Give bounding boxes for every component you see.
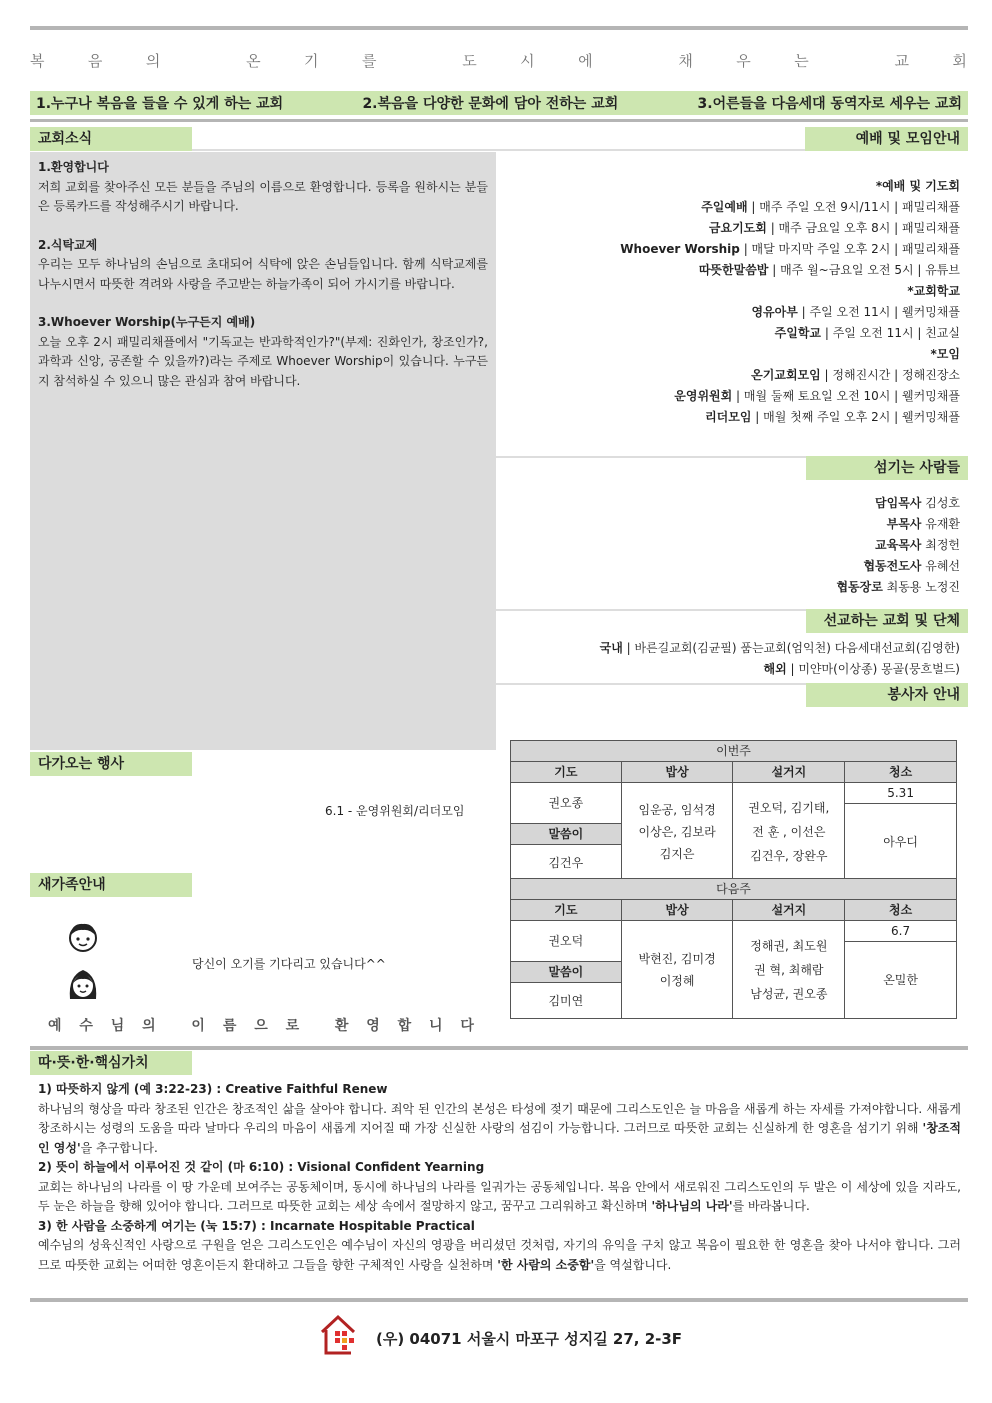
word-cell: 김건우 bbox=[511, 845, 622, 881]
news-body-3: 오늘 오후 2시 패밀리채플에서 "기독교는 반과학적인가?"(부제: 진화인가, 창조인가?, 과학과 신앙, 공존할 수 있을까?)라는 주제로 Whoever Worship이 있습니다. 누구든지 참석하실 수 있으니 많은 관심과 참여 바랍니다. bbox=[38, 334, 488, 388]
week-title: 다음주 bbox=[511, 879, 957, 900]
servant-item: 협동장로 최동용 노정진 bbox=[836, 580, 960, 594]
col-dish: 설거지 bbox=[733, 900, 845, 921]
mission-list bbox=[600, 638, 960, 680]
news-body-1: 저희 교회를 찾아주신 모든 분들을 주님의 이름으로 환영합니다. 등록을 원하시는 분들은 등록카드를 작성해주시기 바랍니다. bbox=[38, 179, 488, 213]
vision-1: 1.누구나 복음을 들을 수 있게 하는 교회 bbox=[36, 96, 284, 112]
word-label: 말씀이 bbox=[511, 824, 622, 845]
girl-icon bbox=[66, 966, 100, 1002]
meeting-item: 운영위원회 | 매월 둘째 토요일 오전 10시 | 웰커밍채플 bbox=[674, 389, 960, 403]
col-clean: 청소 bbox=[845, 762, 957, 783]
meal-cell: 박현진, 김미경 이정혜 bbox=[621, 921, 733, 1019]
servants-line bbox=[496, 456, 806, 458]
core-values bbox=[38, 1080, 961, 1275]
news-title-1: 1.환영합니다 bbox=[38, 160, 109, 174]
dish-cell: 권오덕, 김기태, 전 훈 , 이선은 김건우, 장완우 bbox=[733, 783, 845, 881]
worship-list bbox=[620, 176, 960, 428]
servant-item: 부목사 유재환 bbox=[886, 517, 960, 531]
news-title-2: 2.식탁교제 bbox=[38, 237, 98, 252]
meeting-group-title: *모임 bbox=[930, 347, 960, 361]
date-cell: 6.7 bbox=[845, 921, 957, 942]
top-rule bbox=[30, 26, 968, 30]
vision-2: 2.복음을 다양한 문화에 담아 전하는 교회 bbox=[362, 96, 619, 112]
core-title-1: 1) 따뜻하지 않게 (예 3:22-23) : Creative Faithful Renew bbox=[38, 1082, 388, 1096]
bottom-rule bbox=[30, 1298, 968, 1302]
newcomers-header: 새가족안내 bbox=[30, 873, 192, 897]
servant-item: 협동전도사 유혜선 bbox=[863, 559, 960, 573]
meeting-item: 리더모임 | 매월 첫째 주일 오후 2시 | 웰커밍채플 bbox=[705, 410, 960, 424]
week-title: 이번주 bbox=[511, 741, 957, 762]
next-week-table bbox=[510, 878, 957, 1019]
worship-item: 금요기도회 | 매주 금요일 오후 8시 | 패밀리채플 bbox=[708, 221, 960, 235]
boy-icon bbox=[66, 920, 100, 954]
core-body-3: 예수님의 성육신적인 사랑으로 구원을 얻은 그리스도인은 예수님이 자신의 영광을 버리셨던 것처럼, 자기의 유익을 구치 않고 복음이 필요한 한 영혼을 찾아 나서야 합니다. 그러므로 따뜻한 교회는 어떠한 영혼이든지 환대하고 그들을 향한 구체적인 사랑을 실천하며 '한 사람의 소중함'을 역설합니다. bbox=[38, 1238, 961, 1272]
worship-item: 주일예배 | 매주 주일 오전 9시/11시 | 패밀리채플 bbox=[701, 200, 960, 214]
volunteers-header: 봉사자 안내 bbox=[806, 683, 968, 707]
servant-item: 교육목사 최정헌 bbox=[875, 538, 960, 552]
clean-cell: 온밀한 bbox=[845, 942, 957, 1019]
welcome-banner: 예 수 님 의 이 름 으 로 환 영 합 니 다 bbox=[48, 1018, 474, 1034]
event-item: 6.1 - 운영위원회/리더모임 bbox=[325, 804, 465, 818]
servants-list bbox=[836, 493, 960, 598]
core-header: 따·뜻·한·핵심가치 bbox=[30, 1051, 192, 1075]
col-clean: 청소 bbox=[845, 900, 957, 921]
servants-header: 섬기는 사람들 bbox=[806, 456, 968, 480]
core-body-2: 교회는 하나님의 나라를 이 땅 가운데 보여주는 공동체이며, 동시에 하나님의 나라를 일궈가는 공동체입니다. 복음 안에서 새로워진 그리스도인의 두 발은 이 세상에 있을 지라도, 두 눈은 하늘을 향해 있어야 합니다. 그러므로 따뜻한 교회는 세상 속에서 절망하지 않고, 꿈꾸고 그리워하고 확신하며 '하나님의 나라'를 바라봅니다. bbox=[38, 1179, 961, 1213]
church-address: (우) 04071 서울시 마포구 성지길 27, 2-3F bbox=[376, 1330, 683, 1348]
news-body-2: 우리는 모두 하나님의 손님으로 초대되어 식탁에 앉은 손님들입니다. 함께 식탁교제를 나누시면서 따뜻한 격려와 사랑을 주고받는 하늘가족이 되어 가시기를 바랍니다. bbox=[38, 257, 488, 291]
meeting-item: 온기교회모임 | 정해진시간 | 정해진장소 bbox=[751, 368, 960, 382]
worship-item: Whoever Worship | 매달 마지막 주일 오후 2시 | 패밀리채플 bbox=[620, 242, 960, 256]
mission-item: 국내 | 바른길교회(김균필) 품는교회(엄익천) 다음세대선교회(김영한) bbox=[599, 641, 960, 655]
mission-item: 해외 | 미얀마(이상종) 몽골(뭉흐벌드) bbox=[763, 662, 960, 676]
core-rule bbox=[30, 1046, 968, 1050]
meal-cell: 임운공, 임석경 이상은, 김보라 김지은 bbox=[621, 783, 733, 881]
this-week-table bbox=[510, 740, 957, 881]
prayer-cell: 권오덕 bbox=[511, 921, 622, 962]
news-list bbox=[38, 158, 488, 391]
vision-3: 3.어른들을 다음세대 동역자로 세우는 교회 bbox=[697, 96, 962, 112]
word-cell: 김미연 bbox=[511, 983, 622, 1019]
school-item: 주일학교 | 주일 오전 11시 | 친교실 bbox=[774, 326, 960, 340]
worship-header: 예배 및 모임안내 bbox=[805, 127, 968, 151]
vision-rule bbox=[30, 119, 968, 122]
volunteers-line bbox=[496, 683, 806, 685]
core-title-2: 2) 뜻이 하늘에서 이루어진 것 같이 (마 6:10) : Visional Confident Yearning bbox=[38, 1160, 485, 1174]
worship-item: 따뜻한말씀밥 | 매주 월~금요일 오전 5시 | 유튜브 bbox=[698, 263, 960, 277]
news-header: 교회소식 bbox=[30, 127, 192, 151]
mission-header: 선교하는 교회 및 단체 bbox=[806, 609, 968, 633]
col-meal: 밥상 bbox=[621, 900, 733, 921]
prayer-cell: 권오종 bbox=[511, 783, 622, 824]
date-cell: 5.31 bbox=[845, 783, 957, 804]
header-line bbox=[192, 149, 805, 151]
col-meal: 밥상 bbox=[621, 762, 733, 783]
servant-item: 담임목사 김성호 bbox=[875, 496, 960, 510]
word-label: 말씀이 bbox=[511, 962, 622, 983]
clean-cell: 아우디 bbox=[845, 804, 957, 881]
church-logo-icon bbox=[318, 1312, 358, 1358]
school-group-title: *교회학교 bbox=[907, 284, 960, 298]
core-body-1: 하나님의 형상을 따라 창조된 인간은 창조적인 삶을 살아야 합니다. 죄악 된 인간의 본성은 타성에 젖기 때문에 그리스도인은 늘 마음을 새롭게 하는 자세를 가져야합니다. 새롭게 창조하시는 성령의 도움을 따라 날마다 우리의 마음이 새롭게 지어질 때 가장 신실한 사랑의 섬김이 가능합니다. 그러므로 따뜻한 교회는 신실하게 한 영혼을 섬기기 위해 '창조적인 영성'을 추구합니다. bbox=[38, 1101, 961, 1155]
dish-cell: 정해권, 최도원 권 혁, 최해람 남성균, 권오종 bbox=[733, 921, 845, 1019]
events-header: 다가오는 행사 bbox=[30, 752, 192, 776]
church-motto: 복 음 의 온 기 를 도 시 에 채 우 는 교 회 bbox=[30, 52, 968, 70]
core-title-3: 3) 한 사람을 소중하게 여기는 (눅 15:7) : Incarnate Hospitable Practical bbox=[38, 1218, 475, 1233]
col-dish: 설거지 bbox=[733, 762, 845, 783]
school-item: 영유아부 | 주일 오전 11시 | 웰커밍채플 bbox=[751, 305, 960, 319]
worship-group-title: *예배 및 기도회 bbox=[875, 179, 960, 193]
mission-line bbox=[496, 609, 806, 611]
newcomer-message: 당신이 오기를 기다리고 있습니다^^ bbox=[192, 957, 386, 971]
col-prayer: 기도 bbox=[511, 900, 622, 921]
news-title-3: 3.Whoever Worship(누구든지 예배) bbox=[38, 315, 256, 329]
col-prayer: 기도 bbox=[511, 762, 622, 783]
vision-bar bbox=[30, 91, 968, 115]
